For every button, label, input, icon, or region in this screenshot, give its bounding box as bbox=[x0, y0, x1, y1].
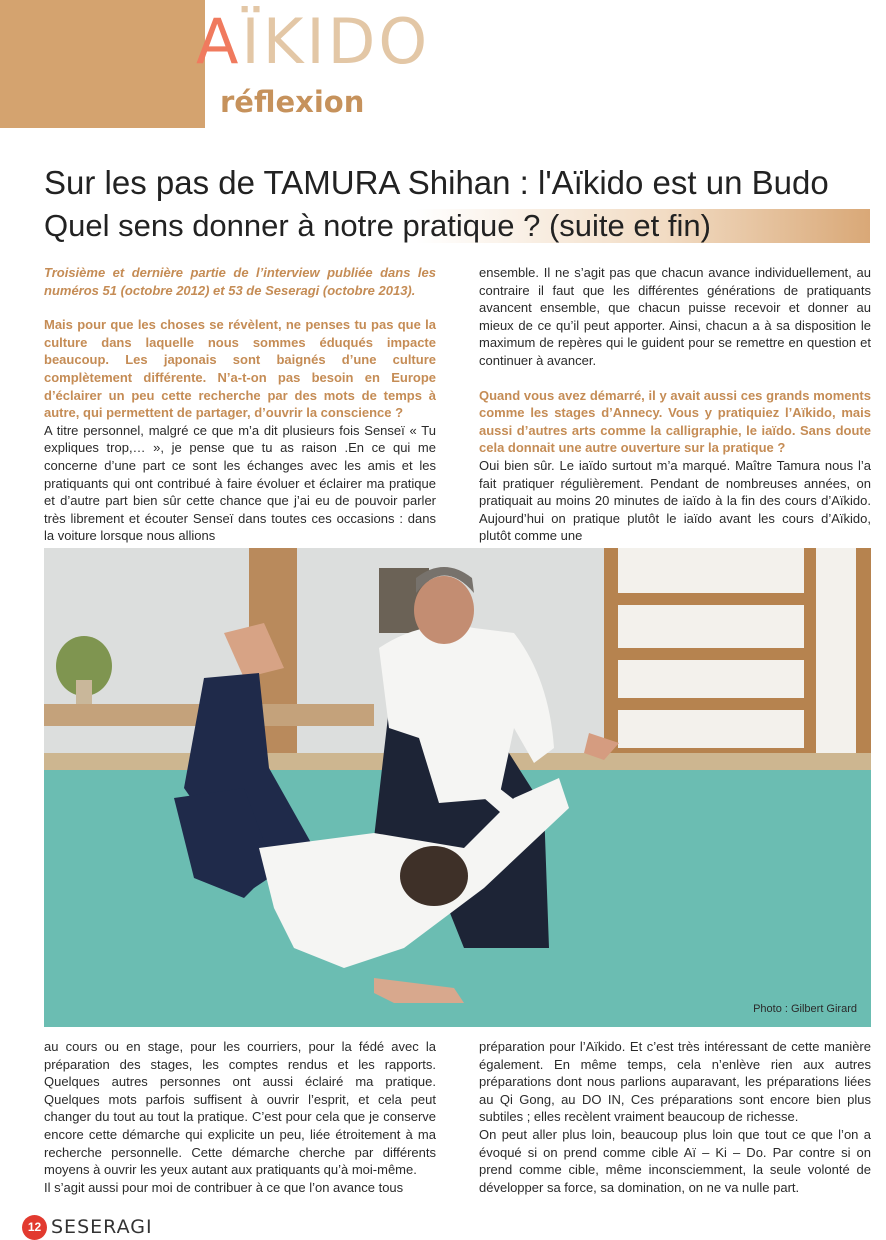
paragraph: On peut aller plus loin, beaucoup plus loin que tout ce que l’on a évoqué si on prend comme cible Aï – Ki – Do. Par contre si on prend comme cible, même inconsciemment, la seule volonté de développer sa force, sa domination, on ne va nulle part. bbox=[479, 1126, 871, 1195]
article-title: Sur les pas de TAMURA Shihan : l'Aïkido est un Budo bbox=[44, 164, 829, 201]
column-left-top bbox=[44, 264, 436, 545]
aikido-photo bbox=[44, 548, 871, 1027]
column-right-bottom bbox=[479, 1038, 871, 1196]
paragraph: au cours ou en stage, pour les courriers, pour la fédé avec la préparation des stages, les comptes rendus et les rapports. Quelques autres personnes ont aussi éclairé ma pratique. Quelques mots parfois suffisent à ouvrir l’esprit, et cela peut changer du tout au tout la pratique. C’est pour cela que je conserve encore cette démarche qui explicite un peu, liée étroitement à ma recherche personnelle. Cette démarche cherche par différents moyens à ouvrir les yeux autant aux pratiquants qu’à moi-même. bbox=[44, 1039, 436, 1178]
column-right-top bbox=[479, 264, 871, 545]
page-number-badge: 12 bbox=[22, 1215, 47, 1240]
photo-credit: Photo : Gilbert Girard bbox=[753, 1003, 857, 1015]
paragraph: Il s’agit aussi pour moi de contribuer à ce que l’on avance tous bbox=[44, 1179, 404, 1195]
answer-1-continued: ensemble. Il ne s’agit pas que chacun avance individuellement, au contraire il faut que les différentes générations de pratiquants avancent ensemble, que chacun puisse recevoir et donner au mieux de ce qu’il peut apporter. Ainsi, chacun a à sa disposition le maximum de repères qui le guident pour se remettre en question et continuer à avancer. bbox=[479, 265, 871, 368]
brand-rest: ÏKIDO bbox=[241, 5, 431, 78]
column-left-bottom bbox=[44, 1038, 436, 1196]
brand-first-letter: A bbox=[196, 5, 242, 78]
paragraph: préparation pour l’Aïkido. Et c’est très intéressant de cette manière également. En même temps, cela n’enlève rien aux autres préparations dont nous parlions auparavant, les préparations liées au Qi Gong, au DO IN, Ces préparations sont encore bien plus subtiles ; elles recèlent vraiment beaucoup de richesse. bbox=[479, 1039, 871, 1125]
answer-1: A titre personnel, malgré ce que m’a dit plusieurs fois Senseï « Tu expliques trop,… », je pense que tu as raison .En ce qui me concerne d’une part ce sont les échanges avec les amis et les pratiquants qui ont contribué à faire évoluer et éclairer ma pratique et d’autre part bien sûr cette chance que j’ai eu de pouvoir parler très librement et écouter Senseï dans toutes ces occasions : dans la voiture lorsque nous allions bbox=[44, 422, 436, 544]
question-2: Quand vous avez démarré, il y avait aussi ces grands moments comme les stages d’Annecy. Vous y pratiquiez l’Aïkido, mais aussi d’autres arts comme la calligraphie, le iaïdo. Sans doute cela donnait une autre ouverture sur la pratique ? bbox=[479, 387, 871, 456]
article-subtitle: Quel sens donner à notre pratique ? (suite et fin) bbox=[44, 208, 711, 243]
answer-2: Oui bien sûr. Le iaïdo surtout m’a marqué. Maître Tamura nous l’a fait pratiquer régulièrement. Pendant de nombreuses années, on pratiquait au moins 20 minutes de iaïdo à la fin des cours d’Aïkido. Aujourd’hui on pratique plutôt le iaïdo avant les cours d’Aïkido, plutôt comme une bbox=[479, 457, 871, 544]
footer-brand: SESERAGI bbox=[51, 1216, 153, 1238]
aikido-photo-illustration bbox=[44, 548, 871, 1027]
header-color-block bbox=[0, 0, 205, 128]
section-label: réflexion bbox=[220, 85, 365, 119]
magazine-brand-title bbox=[196, 2, 430, 82]
question-1: Mais pour que les choses se révèlent, ne penses tu pas que la culture dans laquelle nous sommes éduqués impacte beaucoup. Les japonais sont baignés d’une culture complètement différente. N’a-t-on pas besoin en Europe d’éclairer un peu cette recherche par des mots de temps à autre, qui permettent de partager, d’ouvrir la conscience ? bbox=[44, 317, 436, 421]
intro-lede: Troisième et dernière partie de l’interview publiée dans les numéros 51 (octobre 2012) et 53 de Seseragi (octobre 2013). bbox=[44, 265, 436, 298]
